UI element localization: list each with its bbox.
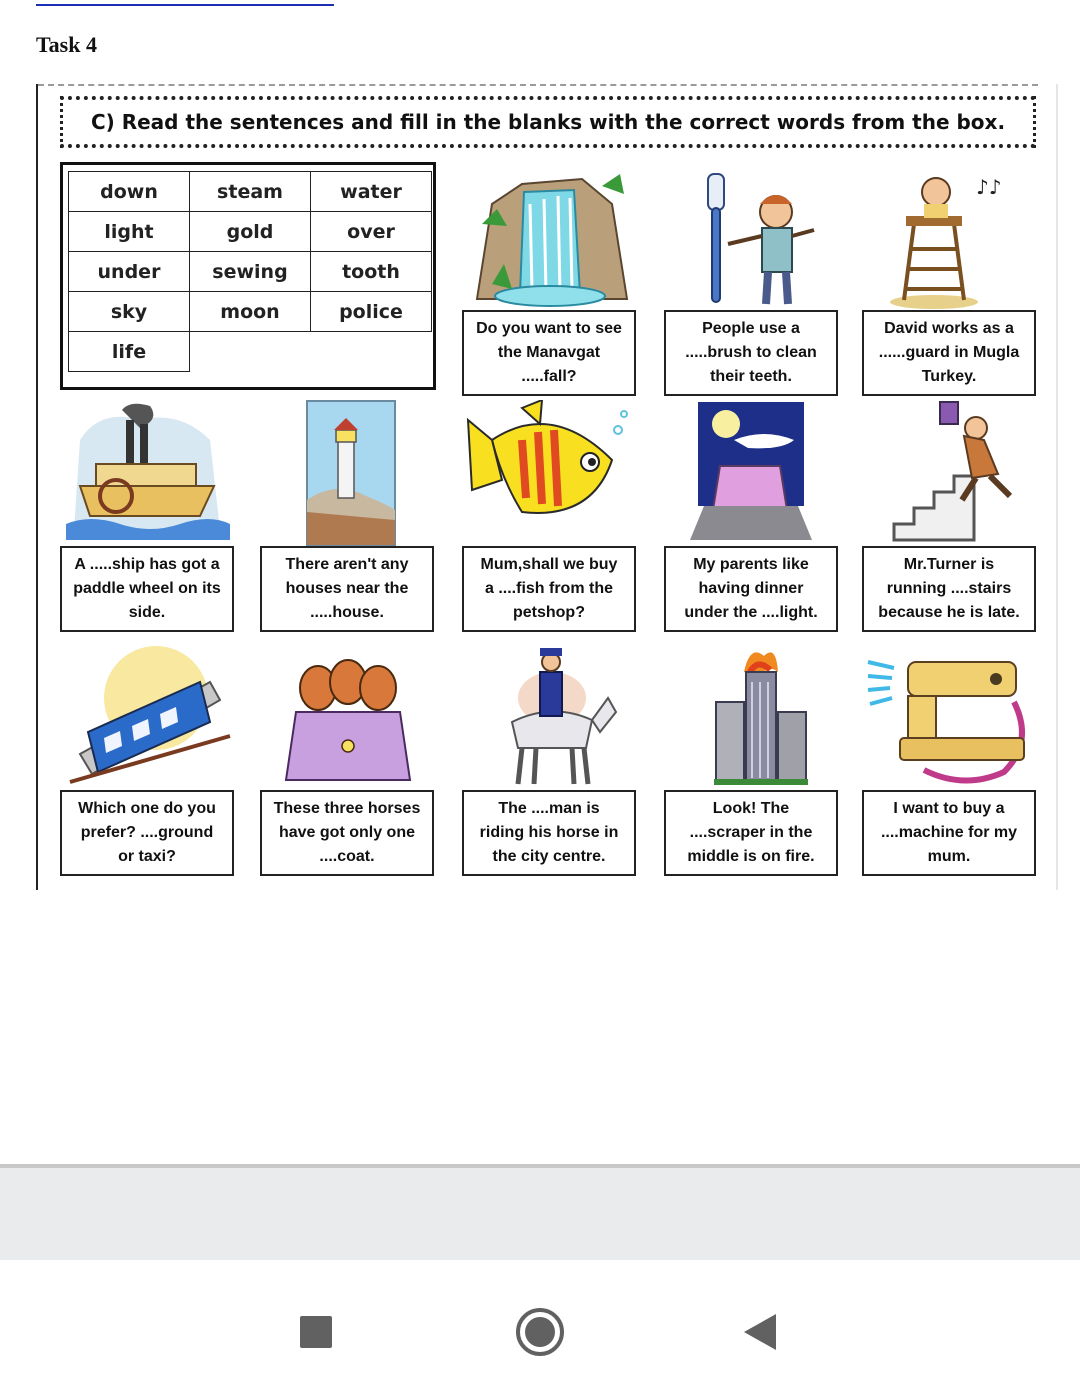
caption-underground: Which one do you prefer? ....ground or taxi? <box>60 790 234 876</box>
word-cell: down <box>69 172 190 212</box>
svg-text:♪♪: ♪♪ <box>976 175 1002 199</box>
word-cell: under <box>69 252 190 292</box>
toothbrush-man-picture <box>664 164 838 310</box>
instruction-banner: C) Read the sentences and fill in the blanks with the correct words from the box. <box>60 96 1036 148</box>
caption-waterfall: Do you want to see the Manavgat .....fall? <box>462 310 636 396</box>
sewing-machine-icon <box>864 642 1038 788</box>
overcoat-icon <box>260 642 434 788</box>
word-cell-empty <box>311 332 432 372</box>
underground-icon <box>60 642 234 788</box>
downstairs-icon <box>864 400 1038 546</box>
caption-lifeguard: David works as a ......guard in Mugla Turkey. <box>862 310 1036 396</box>
goldfish-icon <box>462 400 636 546</box>
square-icon <box>299 1315 333 1349</box>
word-cell: tooth <box>311 252 432 292</box>
lighthouse-picture <box>306 400 396 546</box>
running-downstairs-picture <box>864 400 1038 546</box>
word-cell: sky <box>69 292 190 332</box>
goldfish-picture <box>462 400 636 546</box>
circle-icon <box>515 1307 565 1357</box>
caption-skyscraper: Look! The ....scraper in the middle is on fire. <box>664 790 838 876</box>
task-title: Task 4 <box>36 32 97 57</box>
triangle-back-icon <box>742 1312 778 1352</box>
word-cell: moon <box>190 292 311 332</box>
word-cell: water <box>311 172 432 212</box>
word-box-table <box>68 171 432 372</box>
word-cell: life <box>69 332 190 372</box>
recents-button[interactable] <box>284 1300 348 1364</box>
toothbrush-icon <box>664 164 838 310</box>
moonlight-icon <box>664 400 838 546</box>
top-link-underline[interactable] <box>36 0 334 6</box>
three-horses-overcoat-picture <box>260 642 434 788</box>
skyscraper-icon <box>664 642 838 788</box>
lifeguard-icon <box>864 164 1038 310</box>
steamship-icon <box>60 400 234 546</box>
policeman-horse-picture <box>462 642 636 788</box>
worksheet-top-border <box>38 84 1038 86</box>
word-cell-empty <box>190 332 311 372</box>
caption-goldfish: Mum,shall we buy a ....fish from the petshop? <box>462 546 636 632</box>
back-button[interactable] <box>728 1300 792 1364</box>
caption-sewing-machine: I want to buy a ....machine for my mum. <box>862 790 1036 876</box>
lighthouse-icon <box>306 400 396 546</box>
caption-steamship: A .....ship has got a paddle wheel on its side. <box>60 546 234 632</box>
worksheet-right-edge <box>1056 84 1058 890</box>
skyscraper-fire-picture <box>664 642 838 788</box>
waterfall-picture <box>462 164 636 310</box>
waterfall-icon <box>462 164 636 310</box>
word-box <box>60 162 436 390</box>
policeman-icon <box>462 642 636 788</box>
underground-train-picture <box>60 642 234 788</box>
steamship-picture <box>60 400 234 546</box>
worksheet-image <box>36 84 1058 890</box>
system-navigation-bar <box>0 1260 1080 1390</box>
word-cell: over <box>311 212 432 252</box>
caption-lighthouse: There aren't any houses near the .....house. <box>260 546 434 632</box>
word-cell: police <box>311 292 432 332</box>
home-button[interactable] <box>508 1300 572 1364</box>
caption-toothbrush: People use a .....brush to clean their teeth. <box>664 310 838 396</box>
moonlight-dinner-picture <box>664 400 838 546</box>
caption-downstairs: Mr.Turner is running ....stairs because he is late. <box>862 546 1036 632</box>
word-cell: gold <box>190 212 311 252</box>
word-cell: sewing <box>190 252 311 292</box>
caption-moonlight: My parents like having dinner under the ....light. <box>664 546 838 632</box>
caption-policeman: The ....man is riding his horse in the city centre. <box>462 790 636 876</box>
sewing-machine-picture <box>864 642 1038 788</box>
bottom-toolbar-area <box>0 1168 1080 1260</box>
caption-overcoat: These three horses have got only one ....coat. <box>260 790 434 876</box>
lifeguard-chair-picture <box>864 164 1038 310</box>
word-cell: light <box>69 212 190 252</box>
word-cell: steam <box>190 172 311 212</box>
